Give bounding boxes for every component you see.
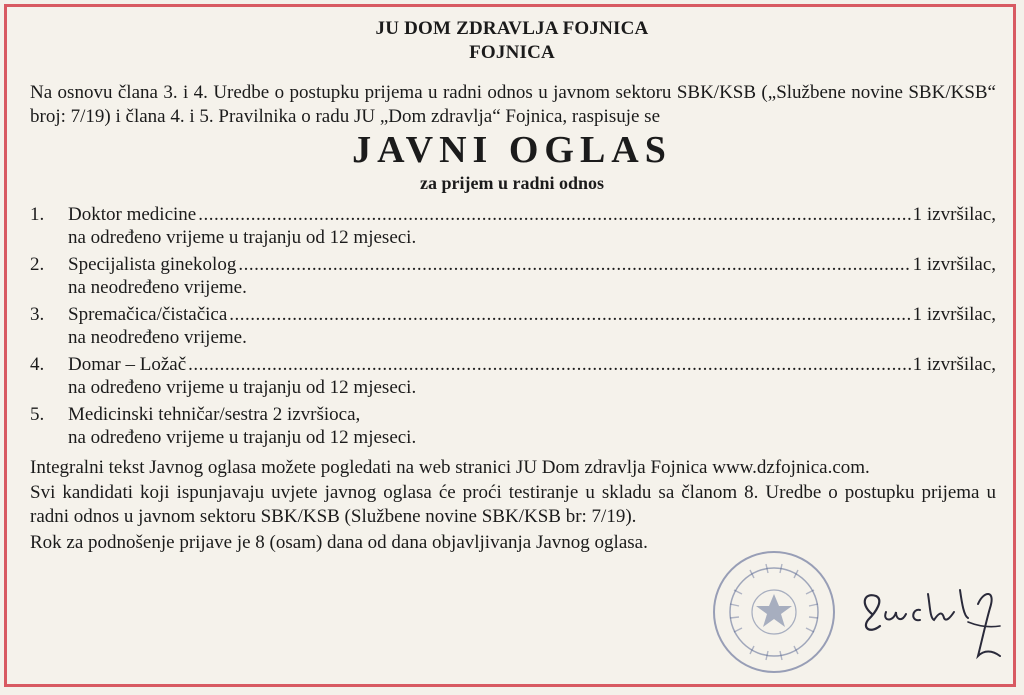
dot-leader — [229, 303, 910, 327]
item-number: 3. — [30, 304, 45, 325]
position-name: Doktor medicine — [68, 204, 197, 225]
position-term: na neodređeno vrijeme. — [68, 277, 247, 298]
position-term: na određeno vrijeme u trajanju od 12 mjeseci. — [68, 377, 417, 398]
intro-paragraph: Na osnovu člana 3. i 4. Uredbe o postupku prijema u radni odnos u javnom sektoru SBK/KSB („Službene novine SBK/KSB“ broj: 7/19) i člana 4. i 5. Pravilnika o radu JU „Dom zdravlja“ Fojnica, raspisuje se — [30, 82, 996, 127]
position-count: 1 izvršilac, — [912, 354, 996, 375]
deadline-notice: Rok za podnošenje prijave je 8 (osam) dana od dana objavljivanja Javnog oglasa. — [30, 532, 648, 553]
testing-notice: Svi kandidati koji ispunjavaju uvjete javnog oglasa će proći testiranje u skladu sa članom 8. Uredbe o postupku prijema u radni odnos u javnom sektoru SBK/KSB (Službene novine SBK/KSB br: 7/19). — [30, 482, 996, 527]
institution-name: JU DOM ZDRAVLJA FOJNICA — [375, 18, 649, 39]
item-number: 5. — [30, 404, 45, 425]
position-count: 1 izvršilac, — [912, 304, 996, 325]
web-notice: Integralni tekst Javnog oglasa možete pogledati na web stranici JU Dom zdravlja Fojnica www.dzfojnica.com. — [30, 457, 870, 478]
item-number: 2. — [30, 254, 45, 275]
document-subtitle: za prijem u radni odnos — [419, 173, 605, 193]
institution-city: FOJNICA — [469, 42, 555, 63]
position-name: Domar – Ložač — [68, 354, 187, 375]
document-title: JAVNI OGLAS — [352, 129, 672, 171]
position-count: 1 izvršilac, — [912, 254, 996, 275]
position-term: na određeno vrijeme u trajanju od 12 mjeseci. — [68, 427, 417, 448]
position-name: Spremačica/čistačica — [68, 304, 228, 325]
position-name: Medicinski tehničar/sestra 2 izvršioca, — [68, 404, 361, 425]
item-number: 4. — [30, 354, 45, 375]
position-term: na određeno vrijeme u trajanju od 12 mjeseci. — [68, 227, 417, 248]
dot-leader — [238, 253, 910, 277]
position-term: na neodređeno vrijeme. — [68, 327, 247, 348]
position-count: 1 izvršilac, — [912, 204, 996, 225]
dot-leader — [188, 353, 910, 377]
handwritten-signature — [850, 560, 1015, 680]
official-stamp — [710, 548, 838, 676]
item-number: 1. — [30, 204, 45, 225]
dot-leader — [198, 203, 910, 227]
position-name: Specijalista ginekolog — [68, 254, 237, 275]
